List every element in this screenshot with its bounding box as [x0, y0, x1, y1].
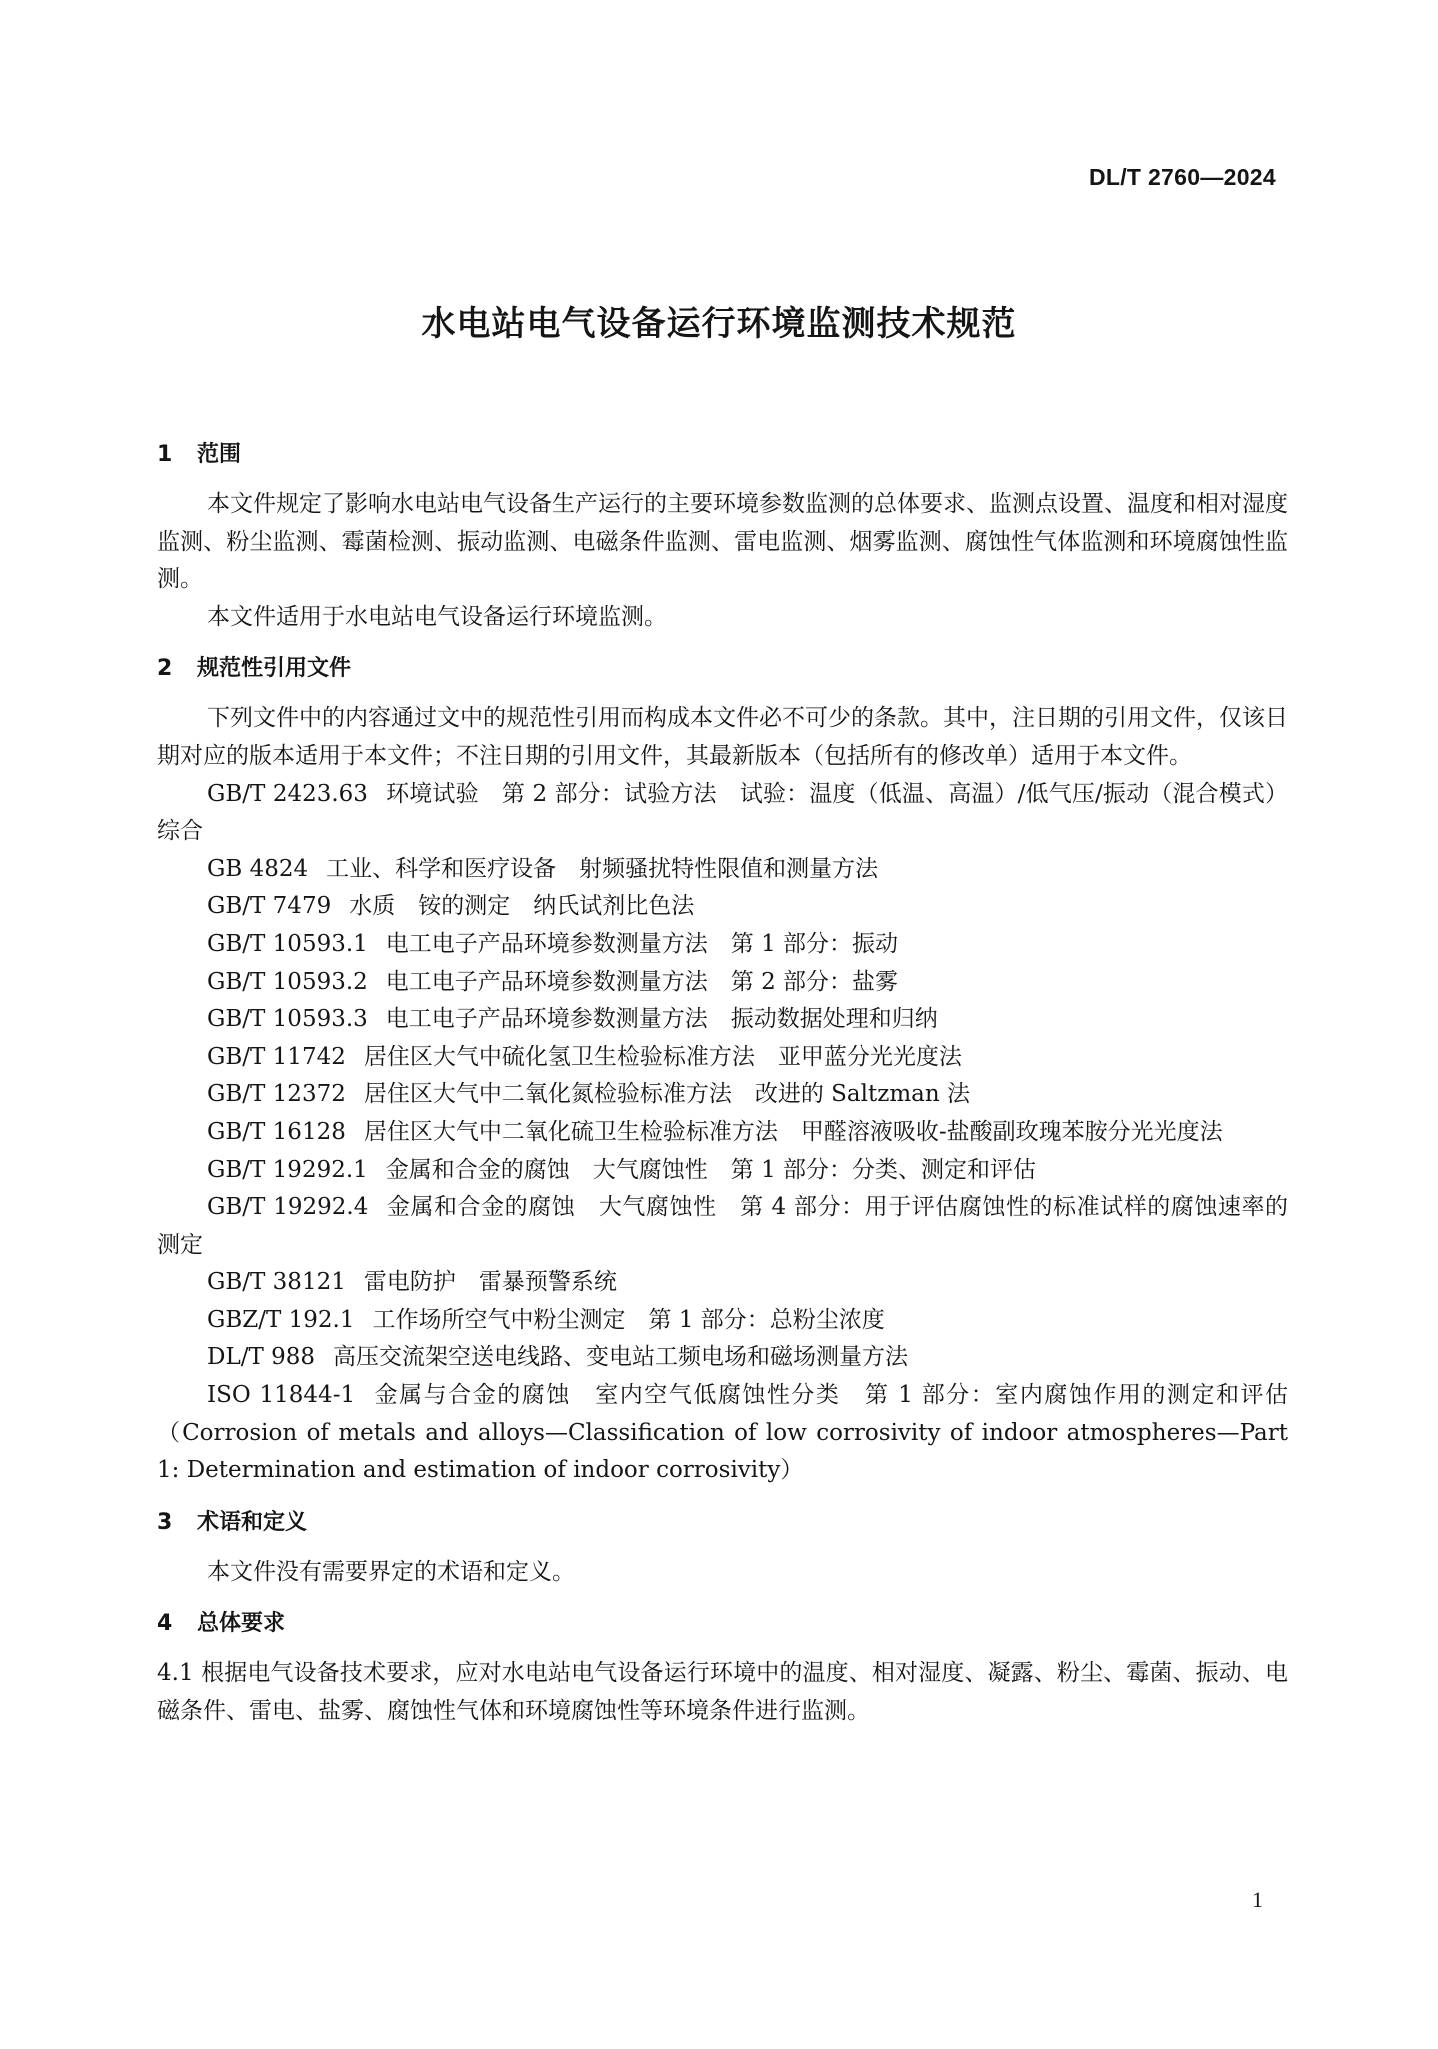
reference-title: 高压交流架空送电线路、变电站工频电场和磁场测量方法 — [333, 1344, 909, 1371]
paragraph: 本文件规定了影响水电站电气设备生产运行的主要环境参数监测的总体要求、监测点设置、温度和相对湿度监测、粉尘监测、霉菌检测、振动监测、电磁条件监测、雷电监测、烟雾监测、腐蚀性气体监测和环境腐蚀性监测。 — [157, 491, 1288, 593]
reference-code: GB/T 7479 — [207, 893, 332, 920]
reference-code: GB/T 10593.1 — [207, 930, 368, 957]
section-number: 3 — [157, 1509, 173, 1535]
clause-number: 4.1 — [157, 1660, 194, 1687]
reference-item — [157, 1076, 1288, 1114]
reference-item — [157, 888, 1288, 926]
clause-text: 根据电气设备技术要求，应对水电站电气设备运行环境中的温度、相对湿度、凝露、粉尘、霉菌、振动、电磁条件、雷电、盐雾、腐蚀性气体和环境腐蚀性等环境条件进行监测。 — [157, 1660, 1288, 1725]
reference-item — [157, 1302, 1288, 1340]
reference-code: GB/T 19292.1 — [207, 1156, 368, 1183]
section-number: 1 — [157, 442, 173, 467]
reference-title: 工业、科学和医疗设备 射频骚扰特性限值和测量方法 — [326, 855, 879, 882]
standard-code: DL/T 2760—2024 — [1088, 164, 1276, 190]
reference-item — [157, 776, 1288, 851]
reference-code: GB/T 2423.63 — [207, 780, 368, 807]
reference-list — [157, 776, 1288, 1490]
reference-title: 电工电子产品环境参数测量方法 第 2 部分：盐雾 — [385, 968, 899, 995]
paragraph: 本文件没有需要界定的术语和定义。 — [207, 1558, 575, 1585]
paragraph: 本文件适用于水电站电气设备运行环境监测。 — [207, 603, 667, 630]
section-title: 范围 — [197, 442, 242, 467]
section-number: 2 — [157, 656, 173, 682]
reference-title: 金属与合金的腐蚀 室内空气低腐蚀性分类 第 1 部分：室内腐蚀作用的测定和评估（Corrosion of metals and alloys—Classification of low corrosivity of indoor atmospheres—Part 1: Determination and estimation of indoor corrosivity） — [157, 1382, 1288, 1484]
reference-code: GBZ/T 192.1 — [207, 1306, 355, 1333]
reference-item — [157, 1152, 1288, 1190]
reference-item — [157, 1114, 1288, 1152]
section-heading — [157, 650, 1288, 688]
section-number: 4 — [157, 1611, 173, 1637]
section-title: 总体要求 — [197, 1611, 286, 1637]
reference-code: GB/T 19292.4 — [207, 1194, 369, 1221]
reference-code: GB/T 16128 — [207, 1118, 346, 1145]
reference-code: GB/T 11742 — [207, 1043, 346, 1070]
reference-title: 金属和合金的腐蚀 大气腐蚀性 第 1 部分：分类、测定和评估 — [385, 1156, 1037, 1183]
section-heading — [157, 436, 1288, 474]
reference-item — [157, 1039, 1288, 1077]
reference-title: 工作场所空气中粉尘测定 第 1 部分：总粉尘浓度 — [372, 1306, 885, 1333]
reference-item — [157, 1264, 1288, 1302]
section-scope — [157, 436, 1288, 636]
reference-code: GB/T 38121 — [207, 1269, 346, 1296]
reference-title: 雷电防护 雷暴预警系统 — [363, 1269, 617, 1296]
reference-title: 金属和合金的腐蚀 大气腐蚀性 第 4 部分：用于评估腐蚀性的标准试样的腐蚀速率的测定 — [157, 1194, 1288, 1258]
paragraph: 下列文件中的内容通过文中的规范性引用而构成本文件必不可少的条款。其中，注日期的引用文件，仅该日期对应的版本适用于本文件；不注日期的引用文件，其最新版本（包括所有的修改单）适用于本文件。 — [157, 705, 1288, 769]
reference-item — [157, 1189, 1288, 1264]
section-heading — [157, 1605, 1288, 1643]
section-title: 术语和定义 — [197, 1509, 308, 1535]
page-number: 1 — [1252, 1887, 1263, 1912]
reference-title: 居住区大气中二氧化硫卫生检验标准方法 甲醛溶液吸收-盐酸副玫瑰苯胺分光光度法 — [363, 1118, 1223, 1145]
reference-item — [157, 851, 1288, 889]
section-normative-references — [157, 650, 1288, 1489]
reference-item — [157, 926, 1288, 964]
document-body — [157, 436, 1288, 1731]
reference-title: 环境试验 第 2 部分：试验方法 试验：温度（低温、高温）/低气压/振动（混合模式）综合 — [157, 780, 1288, 845]
reference-item — [157, 964, 1288, 1002]
reference-title: 电工电子产品环境参数测量方法 第 1 部分：振动 — [385, 930, 899, 957]
reference-code: ISO 11844-1 — [207, 1382, 356, 1409]
reference-item — [157, 1377, 1288, 1490]
reference-title: 水质 铵的测定 纳氏试剂比色法 — [349, 893, 695, 920]
section-title: 规范性引用文件 — [197, 656, 352, 682]
reference-item — [157, 1001, 1288, 1039]
reference-title: 电工电子产品环境参数测量方法 振动数据处理和归纳 — [385, 1006, 938, 1033]
section-heading — [157, 1504, 1288, 1542]
section-general-requirements — [157, 1605, 1288, 1730]
clause — [157, 1655, 1288, 1730]
reference-code: GB/T 10593.3 — [207, 1006, 368, 1033]
reference-title: 居住区大气中二氧化氮检验标准方法 改进的 Saltzman 法 — [363, 1081, 970, 1108]
reference-code: GB/T 12372 — [207, 1081, 346, 1108]
reference-code: GB 4824 — [207, 855, 309, 882]
reference-item — [157, 1339, 1288, 1377]
reference-code: DL/T 988 — [207, 1344, 316, 1371]
section-terms-definitions — [157, 1504, 1288, 1592]
reference-title: 居住区大气中硫化氢卫生检验标准方法 亚甲蓝分光光度法 — [363, 1043, 962, 1070]
document-title: 水电站电气设备运行环境监测技术规范 — [421, 304, 1017, 344]
reference-code: GB/T 10593.2 — [207, 968, 368, 995]
